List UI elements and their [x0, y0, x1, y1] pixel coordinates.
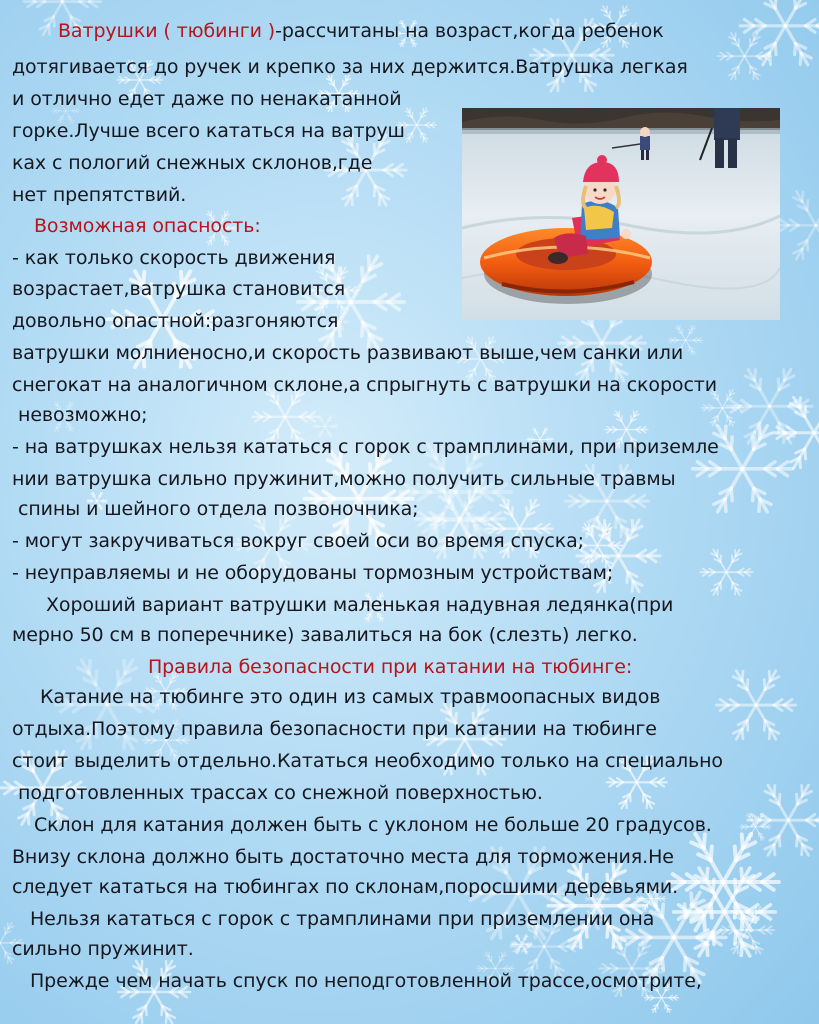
article-line: Прежде чем начать спуск по неподготовленной трассе,осмотрите, — [30, 970, 702, 992]
article-line: стоит выделить отдельно.Кататься необходимо только на специально — [12, 750, 723, 772]
article-line: Внизу склона должно быть достаточно места для торможения.Не — [12, 846, 674, 868]
article-line: - на ватрушках нельзя кататься с горок с трамплинами, при приземле — [12, 436, 719, 458]
article-line: Катание на тюбинге это один из самых травмоопасных видов — [40, 686, 661, 708]
article-line: Склон для катания должен быть с уклоном не больше 20 градусов. — [34, 814, 712, 836]
article-line: невозможно; — [18, 404, 148, 426]
article-line: - как только скорость движения — [12, 247, 336, 269]
article-line-1-text: -рассчитаны на возраст,когда ребенок — [275, 20, 664, 42]
article-line: Нельзя кататься с горок с трамплинами при приземлении она — [30, 908, 655, 930]
article-line: ватрушки молниеносно,и скорость развивают выше,чем санки или — [12, 342, 684, 364]
article-line: - неуправляемы и не оборудованы тормозным устройствам; — [12, 562, 614, 584]
article-line: Хороший вариант ватрушки маленькая надувная ледянка(при — [46, 594, 674, 616]
danger-heading: Возможная опасность: — [34, 215, 261, 237]
child-on-snow-tube-photo — [462, 108, 780, 320]
article-line: нет препятствий. — [12, 184, 187, 206]
article-line: дотягивается до ручек и крепко за них держится.Ватрушка легкая — [12, 56, 688, 78]
article-line: - могут закручиваться вокруг своей оси во время спуска; — [12, 530, 584, 552]
article-line: горке.Лучше всего кататься на ватруш — [12, 120, 405, 142]
article-line: следует кататься на тюбингах по склонам,поросшими деревьями. — [12, 876, 679, 898]
article-line: возрастает,ватрушка становится — [12, 278, 346, 300]
article-title: Ватрушки ( тюбинги ) — [58, 20, 276, 42]
article-line: отдыха.Поэтому правила безопасности при катании на тюбинге — [12, 718, 657, 740]
article-line-1 — [58, 16, 664, 46]
article-line: снегокат на аналогичном склоне,а спрыгнуть с ватрушки на скорости — [12, 374, 718, 396]
article-line: довольно опастной:разгоняются — [12, 310, 339, 332]
article-line: мерно 50 см в поперечнике) завалиться на бок (слезть) легко. — [12, 624, 638, 646]
article-line: нии ватрушка сильно пружинит,можно получить сильные травмы — [12, 468, 676, 490]
article-line: сильно пружинит. — [12, 938, 194, 960]
article-line: подготовленных трассах со снежной поверхностью. — [18, 782, 543, 804]
article-line: спины и шейного отдела позвоночника; — [18, 498, 419, 520]
safety-rules-heading: Правила безопасности при катании на тюбинге: — [148, 656, 633, 678]
article-line: ках с пологий снежных склонов,где — [12, 152, 373, 174]
article-line: и отлично едет даже по ненакатанной — [12, 88, 402, 110]
